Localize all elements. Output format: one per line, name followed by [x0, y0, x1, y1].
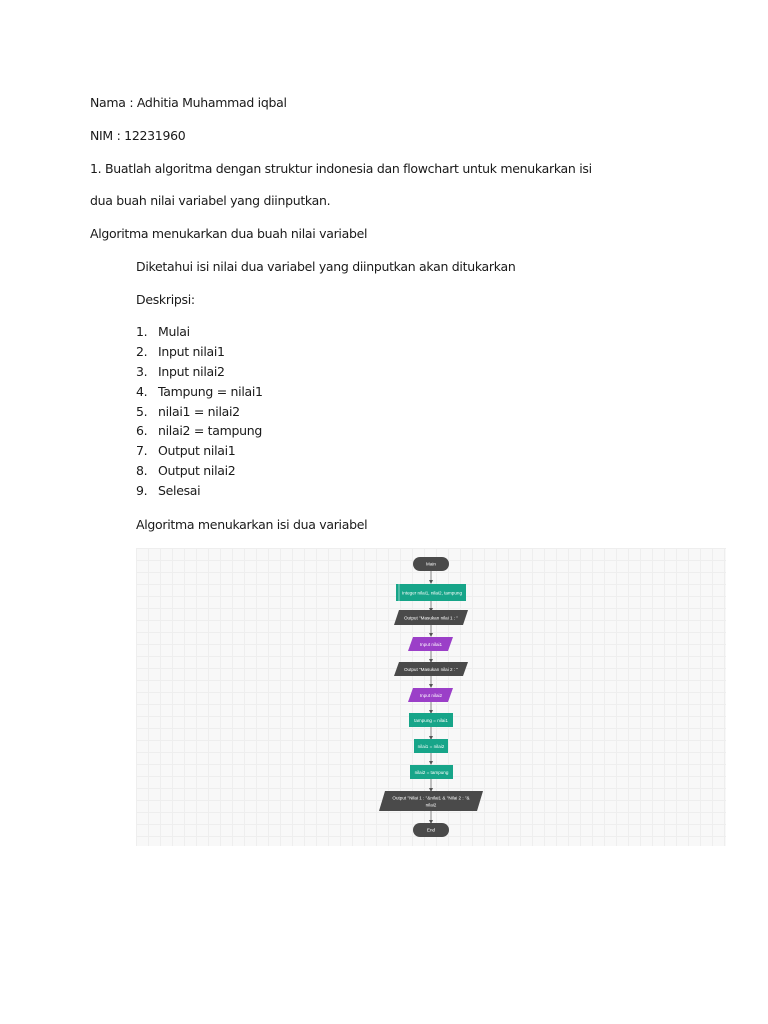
svg-text:Input nilai1: Input nilai1	[419, 641, 443, 647]
flowchart-title: Algoritma menukarkan isi dua variabel	[136, 517, 368, 532]
flowchart-input-node	[408, 637, 453, 651]
list-item: 7. Output nilai1	[136, 443, 236, 459]
flowchart-svg	[136, 548, 726, 846]
list-item: 2. Input nilai1	[136, 343, 225, 359]
flowchart-output-node	[379, 791, 483, 811]
svg-text:Input nilai2: Input nilai2	[419, 692, 443, 698]
student-name: Nama : Adhitia Muhammad iqbal	[90, 95, 287, 110]
flowchart-process-node	[409, 713, 453, 727]
svg-text:Output "Nilai 1 : "&nilai1 & ": Output "Nilai 1 : "&nilai1 & "Nilai 2 : "&	[392, 795, 470, 801]
list-item: 3. Input nilai2	[136, 363, 225, 379]
flowchart-end-node	[413, 823, 449, 837]
list-item: 1. Mulai	[136, 324, 190, 339]
list-item: 9. Selesai	[136, 483, 201, 499]
flowchart-image	[136, 548, 726, 846]
svg-text:tampung = nilai1: tampung = nilai1	[414, 717, 448, 723]
flowchart-declare-node	[396, 584, 466, 601]
known-statement: Diketahui isi nilai dua variabel yang diinputkan akan ditukarkan	[136, 259, 516, 274]
student-nim: NIM : 12231960	[90, 128, 186, 143]
svg-text:nilai2 = tampung: nilai2 = tampung	[414, 769, 449, 775]
flowchart-process-node	[410, 765, 453, 779]
flowchart-input-node	[408, 688, 453, 702]
svg-text:nilai1 = nilai2: nilai1 = nilai2	[417, 743, 445, 749]
flowchart-process-node	[414, 739, 448, 753]
flowchart-output-node	[394, 610, 468, 625]
list-item: 8. Output nilai2	[136, 463, 236, 479]
question-line-2: dua buah nilai variabel yang diinputkan.	[90, 193, 331, 208]
svg-text:End: End	[426, 827, 436, 833]
flowchart-start-node	[413, 557, 449, 571]
list-item: 6. nilai2 = tampung	[136, 423, 263, 439]
list-item: 5. nilai1 = nilai2	[136, 403, 240, 419]
list-item: 4. Tampung = nilai1	[136, 383, 263, 399]
svg-text:nilai2: nilai2	[425, 802, 437, 808]
svg-text:Output "Masukan nilai 2 : ": Output "Masukan nilai 2 : "	[403, 666, 459, 672]
flowchart-output-node	[394, 662, 468, 676]
svg-text:Integer nilai1, nilai2, tampun: Integer nilai1, nilai2, tampung	[401, 590, 463, 596]
steps-list	[136, 324, 263, 503]
svg-text:Output "Masukan nilai 1 : ": Output "Masukan nilai 1 : "	[403, 615, 459, 621]
algorithm-title: Algoritma menukarkan dua buah nilai variabel	[90, 226, 368, 241]
question-line-1: 1. Buatlah algoritma dengan struktur indonesia dan flowchart untuk menukarkan isi	[90, 161, 592, 176]
description-label: Deskripsi:	[136, 292, 195, 307]
svg-text:Main: Main	[426, 561, 436, 567]
